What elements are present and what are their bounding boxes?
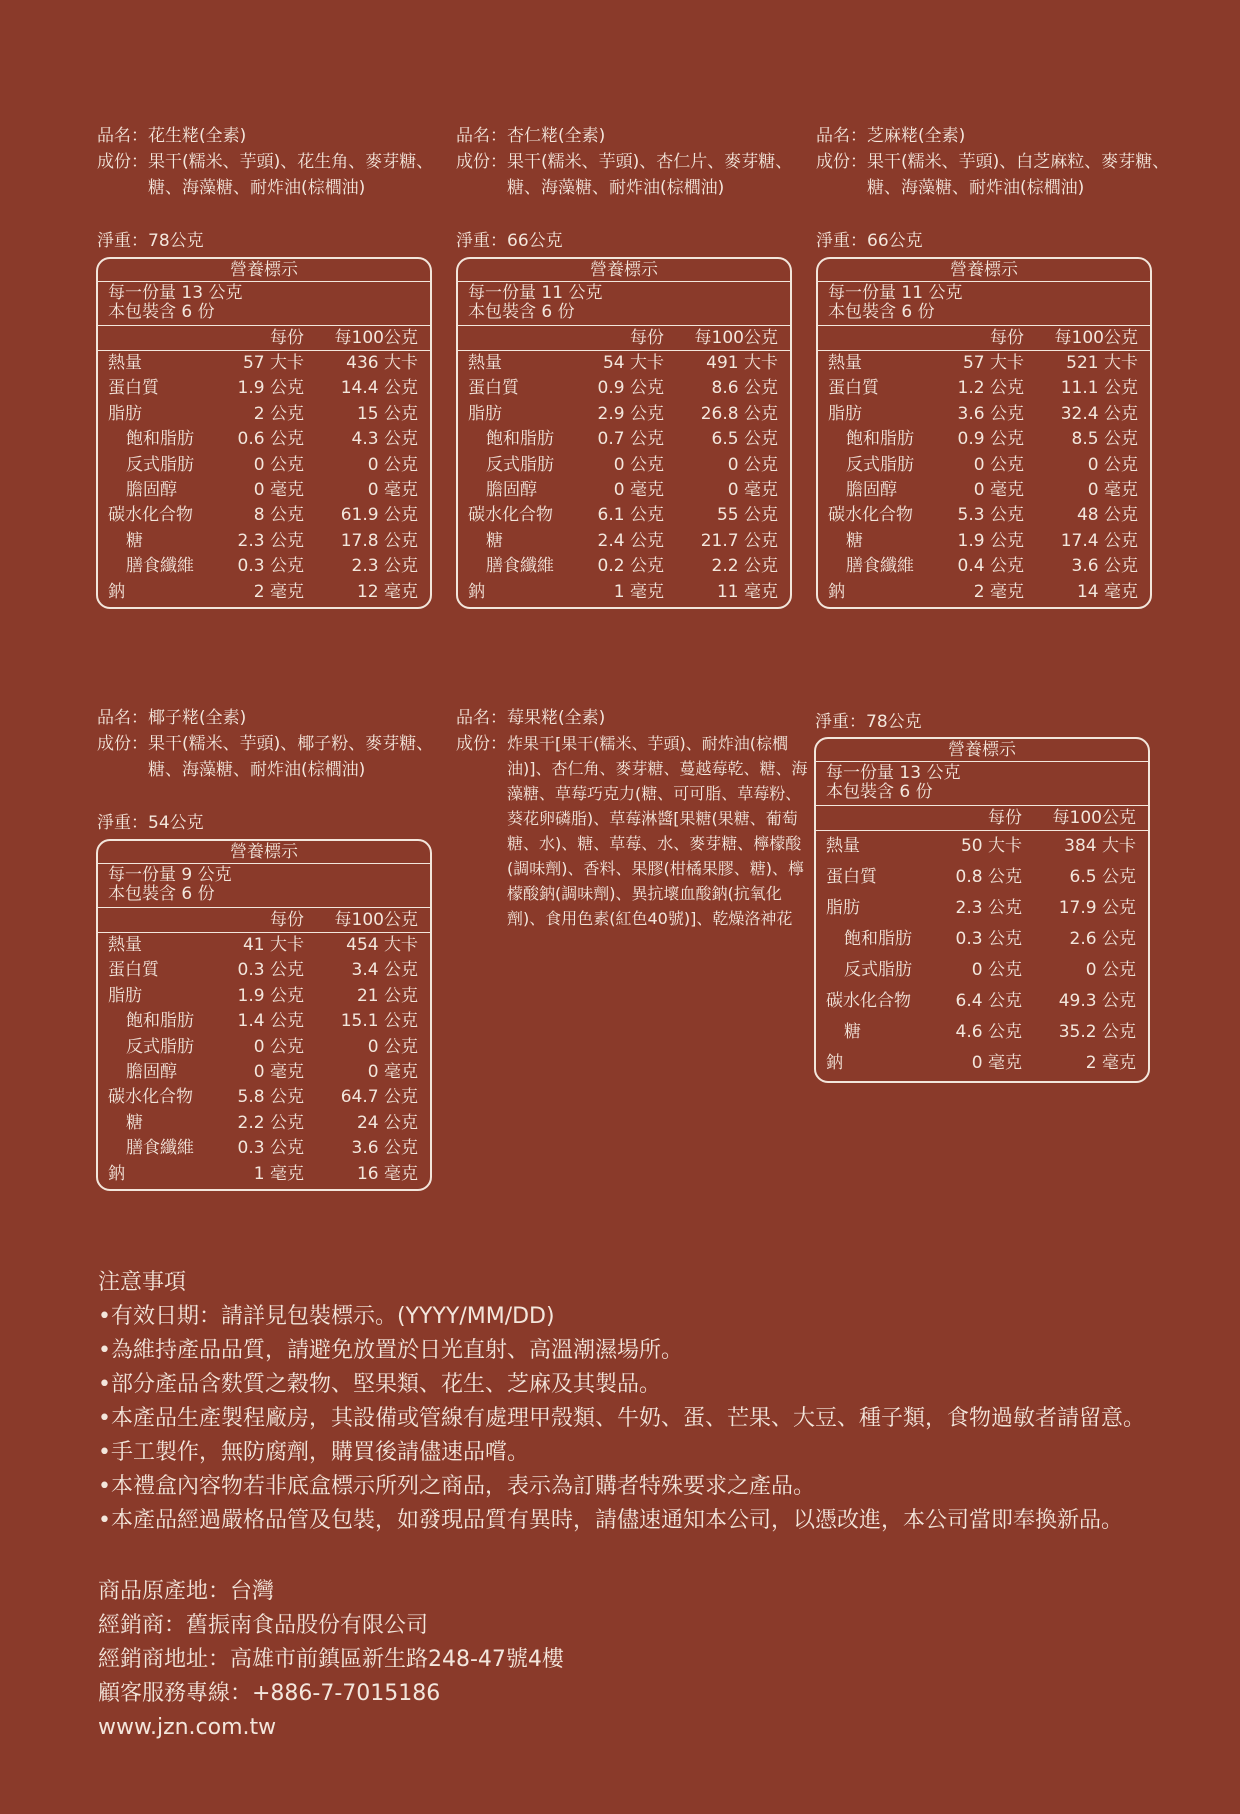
per-serving-value: 8 公克 [253, 505, 304, 526]
per-serving-value: 0.3 公克 [237, 556, 304, 577]
company-info [98, 1575, 564, 1745]
nutrition-row [818, 554, 1150, 579]
per-100g-value: 21.7 公克 [700, 530, 778, 551]
per-serving-value: 2 公克 [253, 403, 304, 424]
per-100g-value: 55 公克 [716, 505, 778, 526]
per-100g-value: 61.9 公克 [340, 505, 418, 526]
per-100g-value: 6.5 公克 [1069, 867, 1136, 887]
nutrient-label: 膽固醇 [486, 479, 537, 500]
nutrient-label: 碳水化合物 [108, 1087, 193, 1108]
note-item: •本產品生產製程廠房，其設備或管線有處理甲殼類、牛奶、蛋、芒果、大豆、種子類，食物過敏者請留意。 [98, 1406, 1145, 1431]
per-100g-value: 436 大卡 [346, 353, 418, 373]
per-100g-value: 2 毫克 [1085, 1053, 1136, 1073]
per-100g-value: 26.8 公克 [700, 403, 778, 424]
per-100g-value: 11.1 公克 [1060, 378, 1138, 399]
name-label: 品名： [816, 126, 867, 146]
nutrition-row [98, 1162, 430, 1187]
per-100g-value: 491 大卡 [706, 353, 778, 373]
per-serving-value: 2 毫克 [253, 581, 304, 602]
nutrient-label: 飽和脂肪 [486, 429, 554, 450]
per-serving-value: 1 毫克 [253, 1163, 304, 1184]
per-serving-value: 0 毫克 [973, 479, 1024, 500]
per-serving-value: 0 毫克 [971, 1053, 1022, 1073]
nutrition-row [818, 402, 1150, 427]
per-serving-value: 0.6 公克 [237, 429, 304, 450]
product-name: 芝麻粩(全素) [867, 126, 966, 146]
nutrient-label: 反式脂肪 [126, 454, 194, 475]
servings-per-pack: 本包裝含 6 份 [826, 782, 933, 802]
per-serving-value: 0 公克 [613, 454, 664, 475]
per-serving-value: 54 大卡 [602, 353, 664, 373]
product-info-sesame [816, 123, 1176, 201]
nutrition-row [818, 478, 1150, 503]
nutrition-row [98, 529, 430, 554]
nutrient-label: 膳食纖維 [486, 556, 554, 577]
net-weight: 淨重：66公克 [816, 231, 923, 251]
distributor-address: 經銷商地址：高雄市前鎮區新生路248-47號4樓 [98, 1647, 564, 1672]
nutrition-table [816, 257, 1152, 609]
per-serving-value: 50 大卡 [960, 836, 1022, 856]
per-100g-value: 8.6 公克 [711, 378, 778, 399]
nutrient-label: 膽固醇 [846, 479, 897, 500]
per-serving-value: 0 公克 [971, 960, 1022, 980]
per-100g-value: 2.2 公克 [711, 556, 778, 577]
nutrition-row [816, 1048, 1148, 1079]
per-serving-value: 0.9 公克 [597, 378, 664, 399]
nutrient-label: 糖 [126, 1112, 143, 1133]
nutrient-label: 膳食纖維 [126, 1138, 194, 1159]
ingredients-label: 成份： [456, 734, 507, 754]
product-info-peanut [97, 123, 457, 201]
nutrition-row [458, 351, 790, 376]
nutrition-row [458, 529, 790, 554]
per-serving-value: 6.1 公克 [597, 505, 664, 526]
nutrient-label: 碳水化合物 [468, 505, 553, 526]
nutrition-row [98, 958, 430, 983]
per-100g-value: 16 毫克 [356, 1163, 418, 1184]
per-100g-value: 12 毫克 [356, 581, 418, 602]
nutrition-row [98, 1035, 430, 1060]
nutrition-header: 每份 每100公克 [818, 326, 1150, 351]
per-100g-value: 0 公克 [367, 1036, 418, 1057]
per-serving-value: 6.4 公克 [955, 991, 1022, 1011]
nutrition-header: 每份 每100公克 [98, 908, 430, 933]
nutrition-rows [458, 351, 790, 607]
nutrition-row [818, 427, 1150, 452]
ingredients-label: 成份： [816, 152, 867, 172]
nutrient-label: 鈉 [108, 581, 125, 602]
nutrition-row [458, 503, 790, 528]
nutrition-rows [98, 933, 430, 1189]
nutrition-row [458, 453, 790, 478]
nutrient-label: 反式脂肪 [486, 454, 554, 475]
net-weight: 淨重：78公克 [97, 231, 204, 251]
nutrition-row [818, 529, 1150, 554]
customer-hotline: 顧客服務專線：+886-7-7015186 [98, 1681, 441, 1706]
per-100g-value: 32.4 公克 [1060, 403, 1138, 424]
servings-per-pack: 本包裝含 6 份 [108, 302, 215, 322]
per-100g-value: 454 大卡 [346, 935, 418, 955]
nutrient-label: 脂肪 [826, 898, 860, 918]
note-item: •為維持產品品質，請避免放置於日光直射、高溫潮濕場所。 [98, 1338, 683, 1363]
nutrition-row [816, 986, 1148, 1017]
per-serving-value: 0.3 公克 [237, 960, 304, 981]
per-100g-value: 17.4 公克 [1060, 530, 1138, 551]
nutrient-label: 糖 [486, 530, 503, 551]
nutrient-label: 飽和脂肪 [844, 929, 912, 949]
per-100g-value: 0 公克 [727, 454, 778, 475]
per-100g-value: 0 毫克 [1087, 479, 1138, 500]
note-item: •本產品經過嚴格品管及包裝，如發現品質有異時，請儘速通知本公司，以憑改進，本公司當即奉換新品。 [98, 1508, 1123, 1533]
nutrition-row [98, 1085, 430, 1110]
nutrient-label: 熱量 [828, 353, 862, 373]
serving-info [458, 282, 790, 326]
product-ingredients: 炸果干[果干(糯米、芋頭)、耐炸油(棕櫚油)]、杏仁角、麥芽糖、蔓越莓乾、糖、海藻糖、草莓巧克力(糖、可可脂、草莓粉、葵花卵磷脂)、草莓淋醬[果糖(果糖、葡萄糖、水)、糖、草莓、水、麥芽糖、檸檬酸(調味劑)、香料、果膠(柑橘果膠、糖)、檸檬酸鈉(調味劑)、異抗壞血酸鈉(抗氧化劑)、食用色素(紅色40號)]、乾燥洛神花 [507, 734, 808, 928]
per-serving-value: 0 毫克 [253, 1061, 304, 1082]
nutrition-row [818, 453, 1150, 478]
nutrient-label: 脂肪 [108, 985, 142, 1006]
nutrition-rows [818, 351, 1150, 607]
per-100g-value: 24 公克 [356, 1112, 418, 1133]
nutrient-label: 膳食纖維 [126, 556, 194, 577]
product-ingredients: 果干(糯米、芋頭)、花生角、麥芽糖、糖、海藻糖、耐炸油(棕櫚油) [148, 152, 434, 198]
origin: 商品原產地：台灣 [98, 1579, 275, 1604]
ingredients-label: 成份： [97, 152, 148, 172]
per-serving-value: 0 毫克 [613, 479, 664, 500]
nutrition-row [816, 955, 1148, 986]
product-info-almond [456, 123, 816, 201]
serving-info [98, 282, 430, 326]
servings-per-pack: 本包裝含 6 份 [468, 302, 575, 322]
nutrition-row [818, 580, 1150, 605]
per-100g-value: 64.7 公克 [340, 1087, 418, 1108]
nutrient-label: 飽和脂肪 [846, 429, 914, 450]
serving-info [98, 864, 430, 908]
per-serving-value: 3.6 公克 [957, 403, 1024, 424]
nutrition-header: 每份 每100公克 [458, 326, 790, 351]
product-ingredients: 果干(糯米、芋頭)、椰子粉、麥芽糖、糖、海藻糖、耐炸油(棕櫚油) [148, 734, 434, 780]
per-serving-value: 0 公克 [973, 454, 1024, 475]
per-100g-value: 17.9 公克 [1058, 898, 1136, 918]
nutrient-label: 膽固醇 [126, 1061, 177, 1082]
per-serving-value: 5.3 公克 [957, 505, 1024, 526]
per-serving-value: 0.7 公克 [597, 429, 664, 450]
nutrient-label: 鈉 [108, 1163, 125, 1184]
nutrient-label: 碳水化合物 [108, 505, 193, 526]
per-100g-value: 11 毫克 [716, 581, 778, 602]
product-name: 莓果粩(全素) [507, 708, 606, 728]
nutrition-row [98, 1060, 430, 1085]
nutrition-rows [98, 351, 430, 607]
product-name: 花生粩(全素) [148, 126, 247, 146]
nutrient-label: 熱量 [108, 353, 142, 373]
nutrient-label: 熱量 [468, 353, 502, 373]
net-weight: 淨重：78公克 [815, 712, 922, 732]
nutrition-row [458, 376, 790, 401]
product-info-berry [456, 705, 816, 931]
serving-info [818, 282, 1150, 326]
name-label: 品名： [456, 708, 507, 728]
nutrition-row [98, 554, 430, 579]
nutrient-label: 鈉 [468, 581, 485, 602]
nutrition-header: 每份 每100公克 [98, 326, 430, 351]
nutrient-label: 糖 [126, 530, 143, 551]
nutrition-row [98, 402, 430, 427]
per-serving-value: 0 公克 [253, 454, 304, 475]
nutrient-label: 蛋白質 [108, 378, 159, 399]
nutrition-table [814, 737, 1150, 1083]
note-item: •部分產品含麩質之穀物、堅果類、花生、芝麻及其製品。 [98, 1372, 661, 1397]
nutrition-row [98, 580, 430, 605]
nutrient-label: 反式脂肪 [126, 1036, 194, 1057]
ingredients-label: 成份： [97, 734, 148, 754]
servings-per-pack: 本包裝含 6 份 [828, 302, 935, 322]
per-serving-value: 4.6 公克 [955, 1022, 1022, 1042]
per-serving-value: 2.3 公克 [237, 530, 304, 551]
nutrition-title: 營養標示 [98, 841, 430, 864]
nutrition-rows [816, 831, 1148, 1081]
per-serving-value: 0.2 公克 [597, 556, 664, 577]
nutrition-row [458, 554, 790, 579]
per-serving-value: 1.9 公克 [957, 530, 1024, 551]
serving-size: 每一份量 13 公克 [108, 283, 243, 303]
nutrient-label: 碳水化合物 [826, 991, 911, 1011]
nutrition-row [458, 580, 790, 605]
per-serving-value: 0.8 公克 [955, 867, 1022, 887]
nutrition-row [818, 351, 1150, 376]
per-100g-value: 14 毫克 [1076, 581, 1138, 602]
per-100g-value: 6.5 公克 [711, 429, 778, 450]
per-100g-value: 0 毫克 [727, 479, 778, 500]
nutrition-table [456, 257, 792, 609]
per-100g-value: 384 大卡 [1064, 836, 1136, 856]
ingredients-label: 成份： [456, 152, 507, 172]
nutrient-label: 蛋白質 [828, 378, 879, 399]
notes-title: 注意事項 [98, 1270, 187, 1295]
nutrition-row [816, 1017, 1148, 1048]
nutrient-label: 膳食纖維 [846, 556, 914, 577]
per-100g-value: 4.3 公克 [351, 429, 418, 450]
nutrient-label: 反式脂肪 [846, 454, 914, 475]
serving-size: 每一份量 9 公克 [108, 865, 232, 885]
nutrient-label: 熱量 [108, 935, 142, 955]
nutrient-label: 膽固醇 [126, 479, 177, 500]
nutrition-row [98, 376, 430, 401]
per-100g-value: 15 公克 [356, 403, 418, 424]
nutrient-label: 脂肪 [468, 403, 502, 424]
per-serving-value: 5.8 公克 [237, 1087, 304, 1108]
note-item: •手工製作，無防腐劑，購買後請儘速品嚐。 [98, 1440, 529, 1465]
website-link[interactable]: www.jzn.com.tw [98, 1715, 277, 1740]
per-100g-value: 21 公克 [356, 985, 418, 1006]
per-serving-value: 0.9 公克 [957, 429, 1024, 450]
serving-size: 每一份量 11 公克 [828, 283, 963, 303]
nutrient-label: 飽和脂肪 [126, 1011, 194, 1032]
per-100g-value: 0 公克 [1085, 960, 1136, 980]
nutrient-label: 反式脂肪 [844, 960, 912, 980]
name-label: 品名： [97, 126, 148, 146]
note-item: •有效日期：請詳見包裝標示。(YYYY/MM/DD) [98, 1304, 555, 1329]
product-name: 杏仁粩(全素) [507, 126, 606, 146]
serving-info [816, 762, 1148, 806]
servings-per-pack: 本包裝含 6 份 [108, 884, 215, 904]
nutrition-row [98, 478, 430, 503]
nutrient-label: 碳水化合物 [828, 505, 913, 526]
name-label: 品名： [456, 126, 507, 146]
per-serving-value: 1.4 公克 [237, 1011, 304, 1032]
nutrition-row [98, 453, 430, 478]
nutrition-row [818, 376, 1150, 401]
nutrition-header: 每份 每100公克 [816, 806, 1148, 831]
per-100g-value: 3.4 公克 [351, 960, 418, 981]
nutrition-row [98, 1009, 430, 1034]
nutrition-table [96, 257, 432, 609]
nutrition-row [816, 893, 1148, 924]
per-100g-value: 3.6 公克 [351, 1138, 418, 1159]
per-100g-value: 0 公克 [367, 454, 418, 475]
net-weight: 淨重：54公克 [97, 813, 204, 833]
product-info-coconut [97, 705, 457, 783]
per-100g-value: 0 公克 [1087, 454, 1138, 475]
distributor: 經銷商：舊振南食品股份有限公司 [98, 1613, 429, 1638]
nutrient-label: 熱量 [826, 836, 860, 856]
per-100g-value: 48 公克 [1076, 505, 1138, 526]
per-serving-value: 2.3 公克 [955, 898, 1022, 918]
nutrition-title: 營養標示 [818, 259, 1150, 282]
nutrition-table [96, 839, 432, 1191]
nutrient-label: 鈉 [828, 581, 845, 602]
nutrition-row [98, 1136, 430, 1161]
per-serving-value: 0.3 公克 [955, 929, 1022, 949]
nutrition-row [816, 924, 1148, 955]
per-100g-value: 49.3 公克 [1058, 991, 1136, 1011]
nutrition-row [98, 427, 430, 452]
per-serving-value: 1.9 公克 [237, 985, 304, 1006]
per-100g-value: 14.4 公克 [340, 378, 418, 399]
serving-size: 每一份量 13 公克 [826, 763, 961, 783]
note-item: •本禮盒內容物若非底盒標示所列之商品，表示為訂購者特殊要求之產品。 [98, 1474, 815, 1499]
per-serving-value: 1.9 公克 [237, 378, 304, 399]
nutrition-row [98, 1111, 430, 1136]
serving-size: 每一份量 11 公克 [468, 283, 603, 303]
nutrition-row [98, 351, 430, 376]
per-serving-value: 57 大卡 [962, 353, 1024, 373]
nutrition-row [98, 933, 430, 958]
nutrition-title: 營養標示 [458, 259, 790, 282]
nutrition-row [98, 984, 430, 1009]
per-serving-value: 2.2 公克 [237, 1112, 304, 1133]
product-ingredients: 果干(糯米、芋頭)、杏仁片、麥芽糖、糖、海藻糖、耐炸油(棕櫚油) [507, 152, 793, 198]
nutrient-label: 飽和脂肪 [126, 429, 194, 450]
nutrient-label: 脂肪 [108, 403, 142, 424]
per-serving-value: 2 毫克 [973, 581, 1024, 602]
per-100g-value: 521 大卡 [1066, 353, 1138, 373]
per-serving-value: 1.2 公克 [957, 378, 1024, 399]
per-100g-value: 2.3 公克 [351, 556, 418, 577]
nutrition-row [816, 862, 1148, 893]
net-weight: 淨重：66公克 [456, 231, 563, 251]
per-100g-value: 2.6 公克 [1069, 929, 1136, 949]
per-serving-value: 2.9 公克 [597, 403, 664, 424]
per-serving-value: 0.4 公克 [957, 556, 1024, 577]
nutrition-row [818, 503, 1150, 528]
per-100g-value: 8.5 公克 [1071, 429, 1138, 450]
nutrient-label: 蛋白質 [108, 960, 159, 981]
nutrient-label: 蛋白質 [468, 378, 519, 399]
nutrition-row [458, 478, 790, 503]
nutrient-label: 鈉 [826, 1053, 843, 1073]
per-100g-value: 35.2 公克 [1058, 1022, 1136, 1042]
product-ingredients: 果干(糯米、芋頭)、白芝麻粒、麥芽糖、糖、海藻糖、耐炸油(棕櫚油) [867, 152, 1170, 198]
per-100g-value: 17.8 公克 [340, 530, 418, 551]
nutrient-label: 糖 [846, 530, 863, 551]
per-serving-value: 0.3 公克 [237, 1138, 304, 1159]
nutrition-row [816, 831, 1148, 862]
per-100g-value: 3.6 公克 [1071, 556, 1138, 577]
per-100g-value: 0 毫克 [367, 479, 418, 500]
nutrient-label: 脂肪 [828, 403, 862, 424]
name-label: 品名： [97, 708, 148, 728]
nutrition-row [98, 503, 430, 528]
nutrient-label: 蛋白質 [826, 867, 877, 887]
per-serving-value: 1 毫克 [613, 581, 664, 602]
notes-section [98, 1266, 1218, 1538]
nutrition-title: 營養標示 [816, 739, 1148, 762]
per-100g-value: 15.1 公克 [340, 1011, 418, 1032]
product-name: 椰子粩(全素) [148, 708, 247, 728]
nutrition-title: 營養標示 [98, 259, 430, 282]
per-100g-value: 0 毫克 [367, 1061, 418, 1082]
nutrition-row [458, 427, 790, 452]
nutrition-row [458, 402, 790, 427]
per-serving-value: 57 大卡 [242, 353, 304, 373]
nutrient-label: 糖 [844, 1022, 861, 1042]
per-serving-value: 0 公克 [253, 1036, 304, 1057]
per-serving-value: 0 毫克 [253, 479, 304, 500]
per-serving-value: 2.4 公克 [597, 530, 664, 551]
per-serving-value: 41 大卡 [242, 935, 304, 955]
